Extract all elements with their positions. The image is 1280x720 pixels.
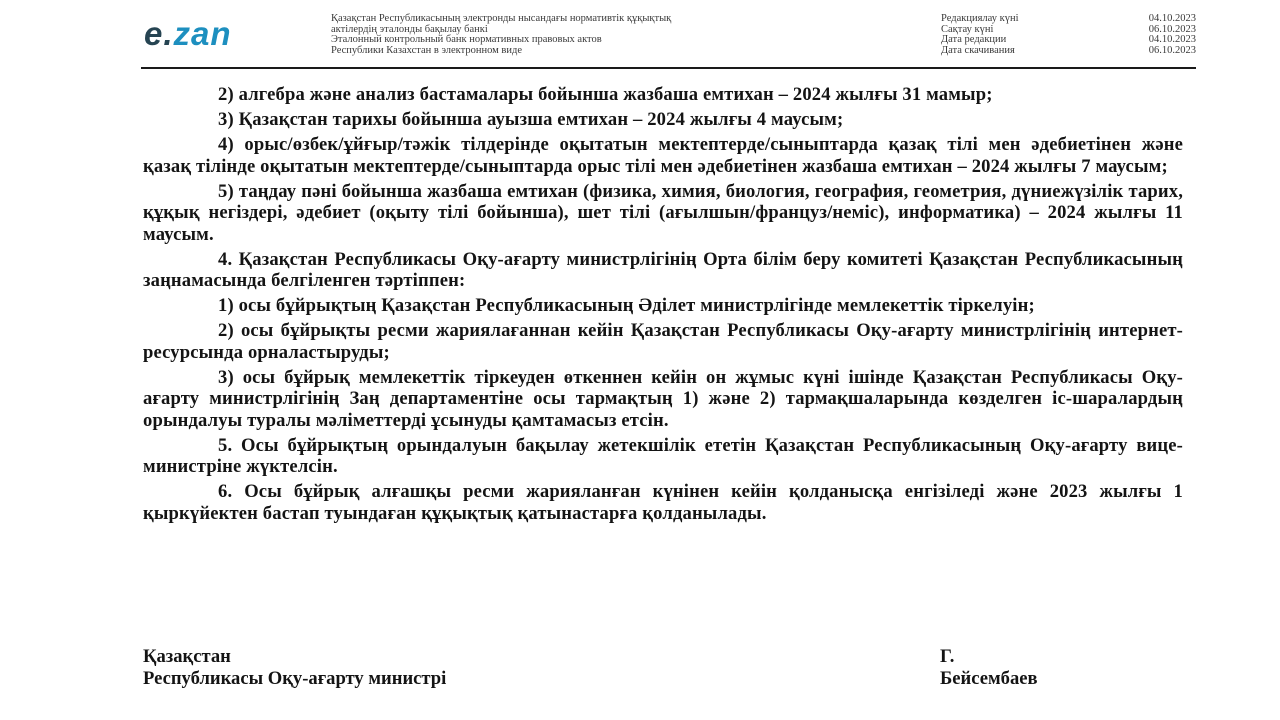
paragraph: 4) орыс/өзбек/ұйғыр/тәжік тілдерінде оқытатын мектептерде/сыныптарда қазақ тілі мен әдебиетінен және қазақ тілінде оқытатын мектептерде/сыныптарда орыс тілі мен әдебиетінен жазбаша емтихан – 2024 жылғы 7 маусым;	[143, 134, 1183, 177]
meta-value: 06.10.2023	[1148, 23, 1196, 35]
signatory-initial: Г.	[940, 646, 955, 667]
meta-value: 04.10.2023	[1148, 13, 1196, 24]
paragraph: 5) таңдау пәні бойынша жазбаша емтихан (физика, химия, биология, география, геометрия, дүниежүзілік тарих, құқық негіздері, әдебиет (оқыту тілі бойынша), шет тілі (ағылшын/француз/неміс), информатика) – 2024 жылғы 11 маусым.	[143, 180, 1183, 245]
meta-label: Дата редакции	[941, 34, 1007, 45]
paragraph: 5. Осы бұйрықтың орындалуын бақылау жетекшілік ететін Қазақстан Республикасының Оқу-ағарту вице-министріне жүктелсін.	[143, 434, 1183, 477]
meta-label: Дата скачивания	[941, 44, 1015, 56]
signatory-surname: Бейсембаев	[940, 667, 1038, 689]
header-description-line: Республики Казахстан в электронном виде	[331, 44, 522, 56]
paragraph: 3) осы бұйрық мемлекеттік тіркеуден өткеннен кейін он жұмыс күні ішінде Қазақстан Республикасы Оқу-ағарту министрлігінің Заң департаментіне осы тармақтың 1) және 2) тармақшаларында көзделген іс-шаралардың орындалуы туралы мәліметтерді ұсынуды қамтамасыз етсін.	[143, 366, 1183, 431]
signatory-title-line: Қазақстан	[143, 646, 231, 667]
header-dates	[941, 14, 1196, 56]
ezan-logo[interactable]: e.zan	[144, 15, 232, 52]
paragraph: 4. Қазақстан Республикасы Оқу-ағарту министрлігінің Орта білім беру комитеті Қазақстан Республикасының заңнамасында белгіленген тәртіппен:	[143, 248, 1183, 291]
paragraph: 2) осы бұйрықты ресми жариялағаннан кейін Қазақстан Республикасы Оқу-ағарту министрлігінің интернет-ресурсында орналастыруды;	[143, 320, 1183, 363]
paragraph: 2) алгебра және анализ бастамалары бойынша жазбаша емтихан – 2024 жылғы 31 мамыр;	[218, 84, 993, 105]
signatory-title-line: Республикасы Оқу-ағарту министрі	[143, 667, 447, 689]
paragraph: 3) Қазақстан тарихы бойынша ауызша емтихан – 2024 жылғы 4 маусым;	[218, 109, 844, 130]
document-header	[141, 8, 1196, 66]
signatory-title	[143, 646, 446, 689]
meta-label: Сақтау күні	[941, 23, 994, 35]
meta-label: Редакциялау күні	[941, 13, 1019, 24]
paragraph: 6. Осы бұйрық алғашқы ресми жарияланған күнінен кейін қолданысқа енгізіледі және 2023 жылғы 1 қыркүйектен бастап туындаған құқықтық қатынастарға қолданылады.	[143, 481, 1183, 524]
meta-value: 04.10.2023	[1148, 34, 1196, 45]
meta-row	[941, 46, 1196, 57]
meta-value: 06.10.2023	[1148, 44, 1196, 56]
header-description-line: Қазақстан Республикасының электронды нысандағы нормативтік құқықтық	[331, 13, 672, 24]
header-description	[331, 14, 891, 56]
header-divider	[141, 67, 1196, 69]
document-body	[143, 84, 1183, 528]
signatory-name	[940, 646, 1038, 689]
paragraph: 1) осы бұйрықтың Қазақстан Республикасының Әділет министрлігінде мемлекеттік тіркелуін;	[218, 295, 1035, 316]
header-description-line: Эталонный контрольный банк нормативных правовых актов	[331, 34, 602, 45]
meta-row	[941, 35, 1196, 46]
header-description-line: актілердің эталонды бақылау банкі	[331, 23, 488, 35]
meta-row	[941, 14, 1196, 25]
